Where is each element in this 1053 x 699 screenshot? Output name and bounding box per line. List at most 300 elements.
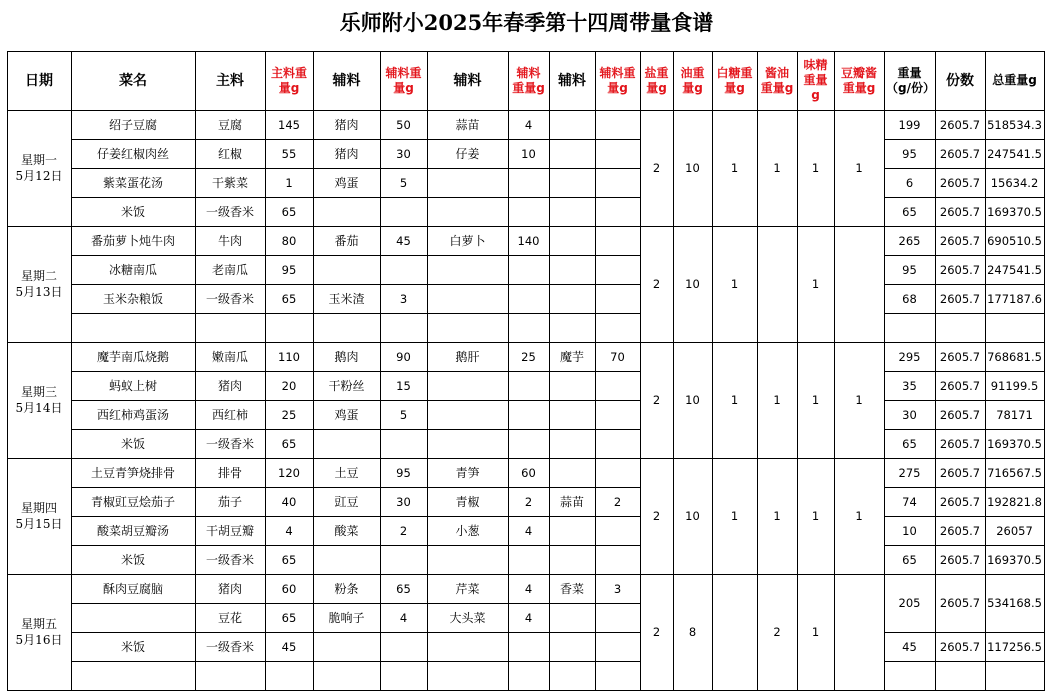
cell-s1: 鹅肉 xyxy=(334,349,359,364)
cell-oil: 10 xyxy=(685,393,700,407)
cell-weight: 68 xyxy=(902,291,917,306)
cell-s1: 猪肉 xyxy=(334,146,359,161)
cell-main-w: 65 xyxy=(281,552,297,567)
header-total: 总重量g xyxy=(992,73,1037,87)
column-divider xyxy=(313,51,314,690)
cell-s1-w: 95 xyxy=(396,465,411,480)
cell-bean-paste xyxy=(834,574,884,690)
cell-s1: 鸡蛋 xyxy=(334,407,359,422)
cell-dish: 酸菜胡豆瓣汤 xyxy=(96,523,169,538)
column-divider xyxy=(673,51,674,690)
cell-s3-w: 2 xyxy=(613,494,622,509)
cell-dish: 土豆青笋烧排骨 xyxy=(90,465,175,480)
cell-servings: 2605.7 xyxy=(939,523,981,538)
cell-s1: 粉条 xyxy=(334,581,359,596)
cell-s2-w: 10 xyxy=(521,146,536,161)
day-label xyxy=(7,574,71,690)
cell-servings: 2605.7 xyxy=(939,262,981,277)
cell-dish: 紫菜蛋花汤 xyxy=(102,175,163,190)
cell-s2: 白萝卜 xyxy=(449,233,486,248)
column-divider xyxy=(884,51,885,690)
cell-dish: 米饭 xyxy=(120,204,145,219)
row-divider xyxy=(884,632,1045,633)
cell-main-w: 4 xyxy=(285,523,293,538)
cell-sugar: 1 xyxy=(730,277,739,291)
cell-servings: 2605.7 xyxy=(939,291,981,306)
cell-main: 嫩南瓜 xyxy=(211,349,248,364)
cell-dish: 玉米杂粮饭 xyxy=(102,291,163,306)
cell-weight: 265 xyxy=(898,233,921,248)
cell-s1-w: 90 xyxy=(396,349,411,364)
cell-servings: 2605.7 xyxy=(939,349,981,364)
column-divider xyxy=(712,51,713,690)
cell-s2: 仔姜 xyxy=(455,146,480,161)
cell-s2: 鹅肝 xyxy=(455,349,480,364)
cell-total: 169370.5 xyxy=(987,204,1042,219)
cell-total: 534168.5 xyxy=(987,596,1042,610)
cell-s3-w xyxy=(595,603,640,632)
row-divider xyxy=(71,139,641,140)
day-label xyxy=(7,458,71,574)
cell-s1-w: 15 xyxy=(396,378,411,393)
cell-s1: 番茄 xyxy=(334,233,359,248)
cell-main-w: 20 xyxy=(281,378,297,393)
cell-s2-w: 60 xyxy=(521,465,536,480)
day-date: 5月16日 xyxy=(15,633,63,647)
cell-s1: 脆响子 xyxy=(328,610,365,625)
cell-servings: 2605.7 xyxy=(939,465,981,480)
cell-main xyxy=(195,313,265,342)
cell-s1-w: 30 xyxy=(396,494,411,509)
cell-weight: 95 xyxy=(902,262,917,277)
cell-servings: 2605.7 xyxy=(939,175,981,190)
cell-s1 xyxy=(313,197,380,226)
cell-total: 247541.5 xyxy=(987,262,1042,277)
cell-total: 716567.5 xyxy=(987,465,1042,480)
cell-main: 一级香米 xyxy=(205,639,254,654)
cell-s3-w xyxy=(595,632,640,661)
header-bean-paste: 豆瓣酱重量g xyxy=(840,65,877,95)
cell-main: 红椒 xyxy=(217,146,242,161)
cell-s3-w xyxy=(595,168,640,197)
day-label xyxy=(7,226,71,342)
cell-s3 xyxy=(549,284,595,313)
cell-oil: 10 xyxy=(685,509,700,523)
cell-main-w: 65 xyxy=(281,610,297,625)
cell-weight: 275 xyxy=(898,465,921,480)
header-sub1: 辅料 xyxy=(332,72,361,89)
cell-dish: 绍子豆腐 xyxy=(108,117,157,132)
cell-s3-w xyxy=(595,545,640,574)
cell-main: 西红柿 xyxy=(211,407,248,422)
cell-main: 排骨 xyxy=(217,465,242,480)
cell-main: 猪肉 xyxy=(217,581,242,596)
cell-main-w: 110 xyxy=(278,349,300,364)
cell-weight: 65 xyxy=(902,204,917,219)
cell-s2 xyxy=(427,255,508,284)
cell-s1-w: 5 xyxy=(399,175,408,190)
cell-main-w: 65 xyxy=(281,291,297,306)
cell-main: 干胡豆瓣 xyxy=(205,523,254,538)
cell-sugar xyxy=(712,574,757,690)
column-divider xyxy=(549,51,550,690)
cell-main-w: 65 xyxy=(281,204,297,219)
cell-s3 xyxy=(549,139,595,168)
cell-s1-w: 45 xyxy=(396,233,411,248)
cell-total: 177187.6 xyxy=(987,291,1042,306)
column-divider xyxy=(427,51,428,690)
cell-soy: 1 xyxy=(773,161,781,175)
day-name: 星期三 xyxy=(20,385,57,399)
cell-dish: 魔芋南瓜烧鹅 xyxy=(96,349,169,364)
cell-s2-w xyxy=(508,632,549,661)
row-divider xyxy=(71,313,641,314)
row-divider xyxy=(71,603,641,604)
cell-s1-w xyxy=(380,632,427,661)
cell-s3 xyxy=(549,516,595,545)
row-divider xyxy=(71,168,641,169)
cell-s2: 蒜苗 xyxy=(455,117,480,132)
header-divider xyxy=(7,110,1045,111)
header-main: 主料 xyxy=(216,72,244,89)
cell-sugar: 1 xyxy=(730,393,739,407)
cell-servings xyxy=(935,313,985,342)
cell-s2-w xyxy=(508,284,549,313)
row-divider xyxy=(71,197,641,198)
column-divider xyxy=(985,51,986,690)
cell-main-w: 25 xyxy=(281,407,297,422)
cell-dish xyxy=(71,313,195,342)
cell-s1: 酸菜 xyxy=(334,523,359,538)
cell-s3-w xyxy=(595,429,640,458)
cell-s1: 豇豆 xyxy=(334,494,359,509)
cell-s2: 大头菜 xyxy=(449,610,486,625)
cell-bean-paste: 1 xyxy=(855,393,863,407)
cell-s3-w xyxy=(595,400,640,429)
day-name: 星期四 xyxy=(20,501,57,515)
column-divider xyxy=(380,51,381,690)
cell-s2: 芹菜 xyxy=(455,581,480,596)
cell-msg: 1 xyxy=(811,625,820,639)
cell-s3-w xyxy=(595,458,640,487)
cell-total: 91199.5 xyxy=(990,378,1039,393)
cell-s1 xyxy=(313,429,380,458)
row-divider xyxy=(71,284,641,285)
cell-salt: 2 xyxy=(652,625,661,639)
cell-weight: 95 xyxy=(902,146,917,161)
cell-servings: 2605.7 xyxy=(939,407,981,422)
cell-main: 茄子 xyxy=(217,494,242,509)
cell-s3-w xyxy=(595,226,640,255)
cell-s2: 青笋 xyxy=(455,465,480,480)
cell-weight: 35 xyxy=(902,378,917,393)
cell-weight: 199 xyxy=(898,117,921,132)
cell-main: 一级香米 xyxy=(205,291,254,306)
row-divider xyxy=(884,313,1045,314)
cell-s2-w xyxy=(508,371,549,400)
cell-main: 豆腐 xyxy=(217,117,242,132)
cell-main-w: 145 xyxy=(278,117,300,132)
cell-main-w: 120 xyxy=(278,465,300,480)
row-divider xyxy=(71,487,641,488)
cell-s2-w: 4 xyxy=(524,523,533,538)
cell-main: 猪肉 xyxy=(217,378,242,393)
cell-oil: 10 xyxy=(685,277,700,291)
cell-s1: 猪肉 xyxy=(334,117,359,132)
table-top-border xyxy=(7,51,1045,52)
row-divider xyxy=(884,139,1045,140)
cell-s1-w: 30 xyxy=(396,146,411,161)
row-divider xyxy=(884,168,1045,169)
cell-salt: 2 xyxy=(652,393,661,407)
cell-s3 xyxy=(549,545,595,574)
cell-s3: 蒜苗 xyxy=(559,494,584,509)
cell-s1-w: 2 xyxy=(399,523,408,538)
cell-main-w: 40 xyxy=(281,494,297,509)
cell-bean-paste: 1 xyxy=(855,509,863,523)
cell-main: 干紫菜 xyxy=(211,175,248,190)
header-soy: 酱油重量g xyxy=(760,65,794,95)
cell-total xyxy=(985,313,1044,342)
row-divider xyxy=(71,545,641,546)
cell-total: 192821.8 xyxy=(987,494,1042,509)
cell-s1: 土豆 xyxy=(334,465,359,480)
cell-s3 xyxy=(549,632,595,661)
cell-s3-w xyxy=(595,284,640,313)
row-divider xyxy=(71,255,641,256)
header-sub1-weight: 辅料重量g xyxy=(385,65,422,95)
cell-total: 247541.5 xyxy=(987,146,1042,161)
header-sub3: 辅料 xyxy=(558,72,586,89)
cell-main-w: 65 xyxy=(281,436,297,451)
cell-s2-w xyxy=(508,400,549,429)
header-sub2-weight: 辅料重量g xyxy=(512,65,545,95)
day-date: 5月15日 xyxy=(15,517,63,531)
cell-s3 xyxy=(549,313,595,342)
cell-s1: 鸡蛋 xyxy=(334,175,359,190)
cell-s3 xyxy=(549,429,595,458)
cell-main-w: 55 xyxy=(281,146,297,161)
header-msg: 味精重量g xyxy=(803,58,828,102)
cell-oil: 10 xyxy=(685,161,700,175)
row-divider xyxy=(71,429,641,430)
cell-servings: 2605.7 xyxy=(939,146,981,161)
header-dish: 菜名 xyxy=(119,72,147,89)
row-divider xyxy=(884,284,1045,285)
cell-total: 690510.5 xyxy=(987,233,1042,248)
cell-s1: 干粉丝 xyxy=(328,378,365,393)
cell-s2 xyxy=(427,197,508,226)
cell-s2 xyxy=(427,400,508,429)
cell-s1-w xyxy=(380,429,427,458)
cell-s1-w: 50 xyxy=(396,117,411,132)
row-divider xyxy=(884,487,1045,488)
cell-weight: 45 xyxy=(902,639,917,654)
cell-s1-w xyxy=(380,197,427,226)
cell-servings: 2605.7 xyxy=(939,494,981,509)
cell-s3-w: 3 xyxy=(613,581,622,596)
day-name: 星期一 xyxy=(20,153,57,167)
cell-weight: 65 xyxy=(902,436,917,451)
row-divider xyxy=(71,400,641,401)
cell-weight: 10 xyxy=(902,523,917,538)
cell-main-w xyxy=(265,313,313,342)
cell-dish xyxy=(71,603,195,632)
cell-main: 一级香米 xyxy=(205,436,254,451)
cell-sugar: 1 xyxy=(730,509,739,523)
cell-soy: 1 xyxy=(773,393,781,407)
cell-servings: 2605.7 xyxy=(939,233,981,248)
cell-total: 15634.2 xyxy=(990,175,1039,190)
cell-s3-w xyxy=(595,197,640,226)
cell-main-w: 95 xyxy=(281,262,297,277)
cell-s1 xyxy=(313,255,380,284)
cell-s2 xyxy=(427,168,508,197)
column-divider xyxy=(195,51,196,690)
row-divider xyxy=(884,371,1045,372)
cell-s3-w: 70 xyxy=(610,349,625,364)
cell-s2-w xyxy=(508,255,549,284)
day-name: 星期五 xyxy=(20,617,57,631)
cell-main: 一级香米 xyxy=(205,552,254,567)
header-sub3-weight: 辅料重量g xyxy=(599,65,636,95)
day-date: 5月14日 xyxy=(15,401,63,415)
cell-main: 一级香米 xyxy=(205,204,254,219)
day-name: 星期二 xyxy=(20,269,57,283)
cell-total: 26057 xyxy=(996,523,1033,538)
cell-dish: 西红柿鸡蛋汤 xyxy=(96,407,169,422)
cell-s1 xyxy=(313,632,380,661)
page-title: 乐师附小2025年春季第十四周带量食谱 xyxy=(339,10,714,35)
column-divider xyxy=(1044,51,1045,690)
cell-s1-w: 4 xyxy=(399,610,408,625)
cell-salt: 2 xyxy=(652,277,661,291)
row-divider xyxy=(884,255,1045,256)
cell-s3-w xyxy=(595,371,640,400)
cell-dish: 米饭 xyxy=(120,436,145,451)
cell-total: 117256.5 xyxy=(987,639,1042,654)
column-divider xyxy=(797,51,798,690)
cell-main: 牛肉 xyxy=(217,233,242,248)
cell-servings: 2605.7 xyxy=(939,639,981,654)
cell-dish: 蚂蚁上树 xyxy=(108,378,157,393)
cell-s1: 玉米渣 xyxy=(328,291,365,306)
column-divider xyxy=(595,51,596,690)
column-divider xyxy=(640,51,641,690)
cell-s2 xyxy=(427,284,508,313)
cell-s3 xyxy=(549,110,595,139)
cell-bean-paste: 1 xyxy=(855,161,863,175)
cell-s3 xyxy=(549,400,595,429)
cell-s3 xyxy=(549,197,595,226)
cell-s1-w xyxy=(380,545,427,574)
header-sugar: 白糖重量g xyxy=(716,65,753,95)
cell-s2-w: 25 xyxy=(521,349,536,364)
cell-sugar: 1 xyxy=(730,161,739,175)
cell-s2-w: 2 xyxy=(524,494,533,509)
cell-salt: 2 xyxy=(652,509,661,523)
cell-s3 xyxy=(549,226,595,255)
cell-s3 xyxy=(549,458,595,487)
cell-s3: 香菜 xyxy=(559,581,584,596)
cell-dish: 酥肉豆腐脑 xyxy=(102,581,163,596)
cell-msg: 1 xyxy=(811,277,820,291)
cell-s1-w xyxy=(380,255,427,284)
cell-s2: 青椒 xyxy=(455,494,480,509)
cell-main: 豆花 xyxy=(217,610,242,625)
cell-salt: 2 xyxy=(652,161,661,175)
cell-s2-w: 140 xyxy=(517,233,540,248)
day-label xyxy=(7,110,71,226)
cell-weight: 74 xyxy=(902,494,917,509)
cell-dish: 青椒豇豆烩茄子 xyxy=(90,494,175,509)
cell-weight: 6 xyxy=(905,175,914,190)
cell-weight: 205 xyxy=(898,596,921,610)
cell-s3 xyxy=(549,603,595,632)
cell-main-w: 45 xyxy=(281,639,297,654)
cell-s1 xyxy=(313,545,380,574)
cell-main-w: 60 xyxy=(281,581,297,596)
column-divider xyxy=(508,51,509,690)
cell-servings: 2605.7 xyxy=(939,117,981,132)
cell-s2 xyxy=(427,371,508,400)
cell-servings: 2605.7 xyxy=(939,596,981,610)
cell-msg: 1 xyxy=(811,161,820,175)
cell-s2-w: 4 xyxy=(524,117,533,132)
day-date: 5月12日 xyxy=(15,169,63,183)
row-divider xyxy=(71,516,641,517)
column-divider xyxy=(834,51,835,690)
column-divider xyxy=(7,51,8,690)
cell-s3-w xyxy=(595,110,640,139)
cell-servings: 2605.7 xyxy=(939,378,981,393)
column-divider xyxy=(935,51,936,690)
day-label xyxy=(7,342,71,458)
cell-servings: 2605.7 xyxy=(939,204,981,219)
header-servings: 份数 xyxy=(946,72,974,89)
header-date: 日期 xyxy=(25,72,53,89)
cell-s2 xyxy=(427,429,508,458)
cell-s2-w xyxy=(508,168,549,197)
cell-s2: 小葱 xyxy=(455,523,480,538)
cell-s1-w: 65 xyxy=(396,581,411,596)
cell-s2-w xyxy=(508,313,549,342)
cell-total: 768681.5 xyxy=(987,349,1042,364)
column-divider xyxy=(757,51,758,690)
cell-bean-paste xyxy=(834,226,884,342)
cell-s1-w xyxy=(380,313,427,342)
row-divider xyxy=(884,516,1045,517)
cell-s3: 魔芋 xyxy=(559,349,584,364)
cell-dish: 冰糖南瓜 xyxy=(108,262,157,277)
cell-s2-w: 4 xyxy=(524,581,533,596)
cell-dish: 番茄萝卜炖牛肉 xyxy=(90,233,175,248)
cell-s3-w xyxy=(595,516,640,545)
day-date: 5月13日 xyxy=(15,285,63,299)
row-divider xyxy=(884,400,1045,401)
cell-main-w: 1 xyxy=(285,175,293,190)
cell-msg: 1 xyxy=(811,393,820,407)
cell-soy xyxy=(757,226,797,342)
cell-dish: 米饭 xyxy=(120,552,145,567)
header-weight: 重量（g/份） xyxy=(886,65,935,95)
row-divider xyxy=(71,632,641,633)
cell-dish: 米饭 xyxy=(120,639,145,654)
cell-weight: 65 xyxy=(902,552,917,567)
cell-s2 xyxy=(427,545,508,574)
cell-main-w: 80 xyxy=(281,233,297,248)
cell-soy: 2 xyxy=(773,625,781,639)
